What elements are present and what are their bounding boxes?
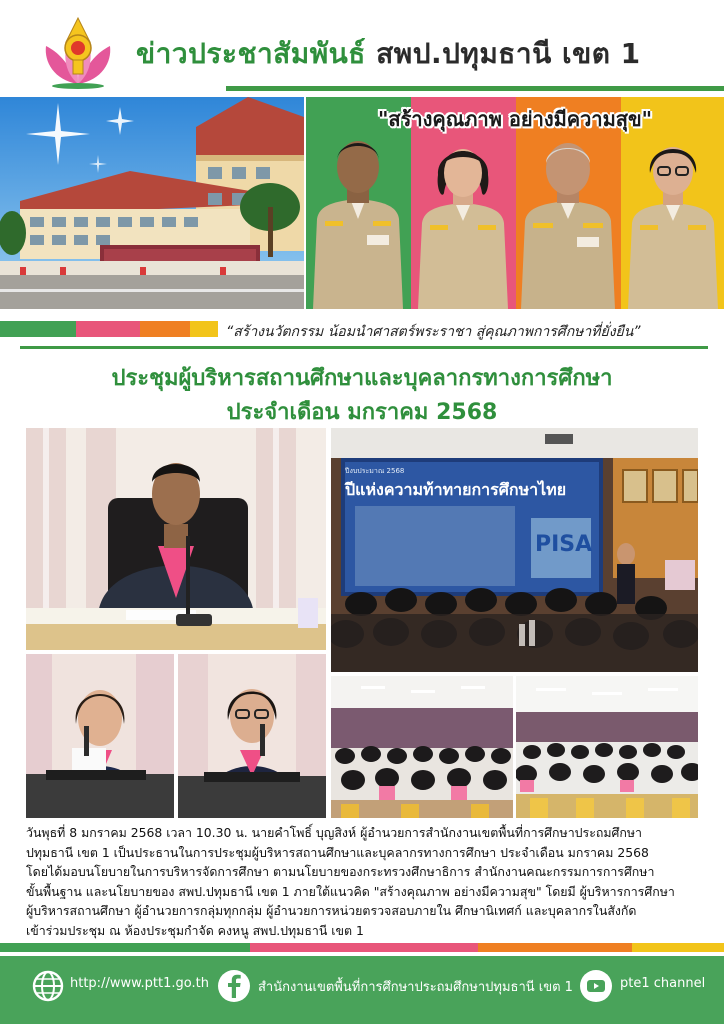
headline-line-1: ประชุมผู้บริหารสถานศึกษาและบุคลากรทางการศึกษา (111, 366, 613, 391)
photo-speaker-woman-2 (178, 654, 326, 818)
headline-line-2: ประจำเดือน มกราคม 2568 (226, 400, 498, 425)
executive-portrait-3 (517, 123, 619, 309)
footer (0, 956, 724, 1024)
footer-bar-green (0, 943, 250, 952)
photo-meeting-hall-presentation (331, 428, 698, 672)
body-line: ผู้บริหารสถานศึกษา ผู้อำนวยการกลุ่มทุกกลุ่ม ผู้อำนวยการหน่วยตรวจสอบภายใน ศึกษานิเทศก์ และบุคลากรในสังกัด (26, 903, 637, 919)
executives-banner (306, 97, 724, 309)
slide-title: ปีแห่งความท้าทายการศึกษาไทย (345, 480, 567, 499)
facebook-page-name[interactable]: สำนักงานเขตพื้นที่การศึกษาประถมศึกษาปทุมธานี เขต 1 (258, 980, 573, 995)
footer-bar-pink (250, 943, 478, 952)
body-line: ปทุมธานี เขต 1 เป็นประธานในการประชุมผู้บริหารสถานศึกษาและบุคลากรทางการศึกษา ประจำเดือน มกราคม 2568 (26, 844, 649, 860)
body-line: เข้าร่วมประชุม ณ ห้องประชุมกำจัด คงหนู สพป.ปทุมธานี เขต 1 (26, 922, 364, 938)
color-bar-yellow (190, 321, 218, 337)
footer-bar-orange (478, 943, 632, 952)
title-green-text: ข่าวประชาสัมพันธ์ (136, 37, 366, 70)
photo-director-speaking (26, 428, 326, 650)
photo-audience-right (516, 676, 698, 818)
slide-pisa-logo: PISA (535, 532, 593, 557)
youtube-icon[interactable] (580, 970, 612, 1002)
tagline: “สร้างนวัตกรรม น้อมนำศาสตร์พระราชา สู่คุณภาพการศึกษาที่ยั่งยืน” (226, 324, 641, 340)
color-bar-orange (140, 321, 190, 337)
color-bar-green (0, 321, 76, 337)
office-building-photo (0, 97, 304, 309)
tagline-underline (20, 346, 708, 349)
newsletter-title (136, 32, 641, 76)
news-body-text (26, 823, 706, 941)
title-underline (226, 86, 724, 91)
obec-lotus-logo (40, 12, 116, 90)
body-line: ขั้นพื้นฐาน และนโยบายของ สพป.ปทุมธานี เขต 1 ภายใต้แนวคิด "สร้างคุณภาพ อย่างมีความสุข" โดยมี ผู้บริหารการศึกษา (26, 883, 675, 899)
title-dark-text: สพป.ปทุมธานี เขต 1 (376, 37, 641, 70)
website-link[interactable]: http://www.ptt1.go.th (70, 976, 209, 991)
facebook-icon[interactable] (218, 970, 250, 1002)
photo-audience-left (331, 676, 513, 818)
photo-speaker-woman-1 (26, 654, 174, 818)
executive-portrait-2 (412, 123, 514, 309)
globe-icon (32, 970, 64, 1002)
banner-slogan: "สร้างคุณภาพ อย่างมีความสุข" (378, 107, 653, 131)
footer-bar-yellow (632, 943, 724, 952)
youtube-channel-name[interactable]: pte1 channel (620, 976, 706, 991)
body-line: วันพุธที่ 8 มกราคม 2568 เวลา 10.30 น. นายคำโพธิ์ บุญสิงห์ ผู้อำนวยการสำนักงานเขตพื้นที่การศึกษาประถมศึกษา (26, 825, 643, 840)
executive-portrait-1 (307, 123, 409, 309)
color-bar-pink (76, 321, 140, 337)
executive-portrait-4 (622, 123, 724, 309)
slide-small-text: ปีงบประมาณ 2568 (345, 467, 405, 475)
body-line: โดยได้มอบนโยบายในการบริหารจัดการศึกษา ตามนโยบายของกระทรวงศึกษาธิการ สำนักงานคณะกรรมการการศึกษา (26, 864, 655, 880)
